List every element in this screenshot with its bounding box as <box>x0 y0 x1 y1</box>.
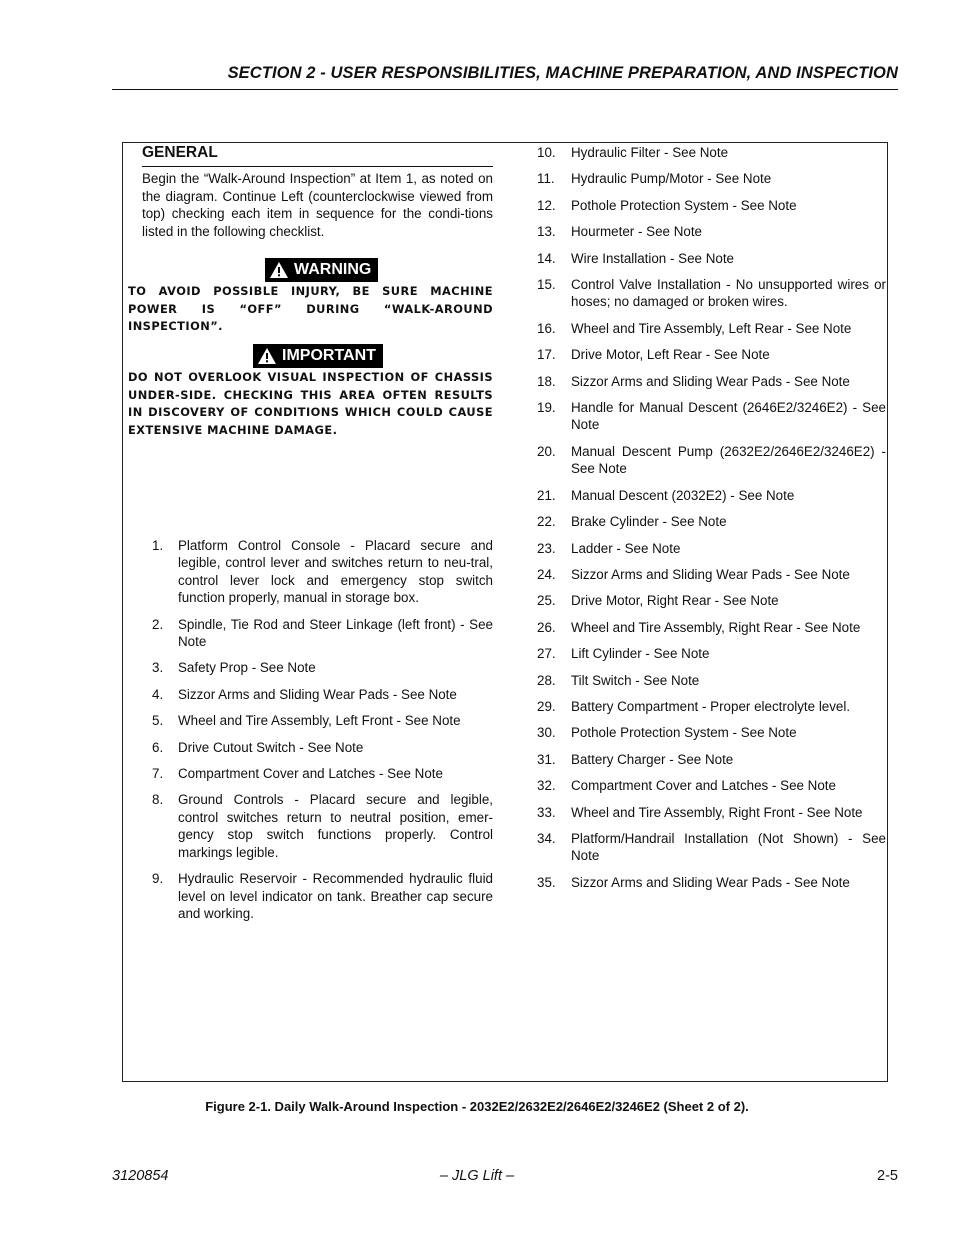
list-item <box>537 777 886 794</box>
item-text: Drive Cutout Switch - See Note <box>178 739 364 755</box>
item-number: 35. <box>537 874 556 890</box>
warning-text: TO AVOID POSSIBLE INJURY, BE SURE MACHINE POWER IS “OFF” DURING “WALK-AROUND INSPECTION”. <box>128 284 493 333</box>
item-text: Battery Charger - See Note <box>571 751 734 767</box>
item-number: 18. <box>537 373 556 389</box>
list-item <box>537 399 886 434</box>
general-heading: GENERAL <box>142 144 493 167</box>
item-number: 17. <box>537 347 556 363</box>
item-number: 23. <box>537 540 556 556</box>
item-number: 33. <box>537 804 556 820</box>
item-text: Drive Motor, Right Rear - See Note <box>571 593 779 609</box>
item-text: Hydraulic Reservoir - Recommended hydraulic fluid level on level indicator on tank. Breather cap secure and working. <box>178 871 493 921</box>
list-item <box>537 698 886 715</box>
item-number: 21. <box>537 487 556 503</box>
checklist-left <box>152 537 493 931</box>
list-item <box>152 686 493 703</box>
warning-triangle-icon <box>270 262 288 278</box>
item-text: Manual Descent Pump (2632E2/2646E2/3246E2) - See Note <box>571 443 886 477</box>
list-item <box>537 874 886 891</box>
item-text: Spindle, Tie Rod and Steer Linkage (left front) - See Note <box>178 616 493 650</box>
item-text: Sizzor Arms and Sliding Wear Pads - See Note <box>178 686 457 702</box>
important-text: DO NOT OVERLOOK VISUAL INSPECTION OF CHASSIS UNDER-SIDE. CHECKING THIS AREA OFTEN RESULTS IN DISCOVERY OF CONDITIONS WHICH COULD CAUSE EXTENSIVE MACHINE DAMAGE. <box>128 370 493 437</box>
item-text: Hydraulic Pump/Motor - See Note <box>571 171 772 187</box>
item-number: 1. <box>152 538 164 553</box>
list-item <box>537 592 886 609</box>
item-text: Sizzor Arms and Sliding Wear Pads - See Note <box>571 874 850 890</box>
footer-publisher: – JLG Lift – <box>439 1168 515 1184</box>
item-number: 26. <box>537 619 556 635</box>
item-number: 12. <box>537 197 556 213</box>
item-text: Wheel and Tire Assembly, Left Rear - See Note <box>571 320 852 336</box>
list-item <box>537 513 886 530</box>
item-text: Handle for Manual Descent (2646E2/3246E2) - See Note <box>571 400 886 433</box>
list-item <box>537 566 886 583</box>
item-text: Drive Motor, Left Rear - See Note <box>571 347 770 363</box>
list-item <box>537 223 886 240</box>
footer-doc-number: 3120854 <box>112 1168 169 1184</box>
item-number: 34. <box>537 830 556 846</box>
item-number: 22. <box>537 514 556 530</box>
item-text: Hydraulic Filter - See Note <box>571 145 729 160</box>
item-number: 6. <box>152 739 164 755</box>
footer-page-number: 2-5 <box>877 1168 898 1184</box>
item-text: Sizzor Arms and Sliding Wear Pads - See Note <box>571 566 850 582</box>
item-text: Compartment Cover and Latches - See Note <box>571 778 836 794</box>
list-item <box>152 870 493 922</box>
item-text: Manual Descent (2032E2) - See Note <box>571 487 795 503</box>
list-item <box>537 751 886 768</box>
item-number: 24. <box>537 566 556 582</box>
item-number: 5. <box>152 713 164 729</box>
list-item <box>537 373 886 390</box>
item-number: 14. <box>537 250 556 266</box>
item-text: Ground Controls - Placard secure and legible, control switches return to neutral position, emer-gency stop switch functions properly. Control markings legible. <box>178 792 493 860</box>
list-item <box>537 619 886 636</box>
item-number: 15. <box>537 277 556 293</box>
list-item <box>537 724 886 741</box>
item-number: 31. <box>537 751 556 767</box>
item-text: Hourmeter - See Note <box>571 224 702 240</box>
item-number: 28. <box>537 672 556 688</box>
item-number: 7. <box>152 766 164 782</box>
list-item <box>152 616 493 651</box>
important-badge <box>253 344 383 368</box>
item-text: Ladder - See Note <box>571 540 681 556</box>
item-text: Control Valve Installation - No unsupported wires or hoses; no damaged or broken wires. <box>571 277 886 310</box>
list-item <box>537 672 886 689</box>
list-item <box>152 537 493 607</box>
item-text: Pothole Protection System - See Note <box>571 725 797 741</box>
item-text: Brake Cylinder - See Note <box>571 514 727 530</box>
list-item <box>537 276 886 311</box>
item-number: 11. <box>537 171 555 187</box>
important-label: IMPORTANT <box>282 347 376 364</box>
item-number: 9. <box>152 871 164 887</box>
item-text: Platform Control Console - Placard secure and legible, control lever and switches return to neu-tral, control lever lock and emergency stop switch function properly, manual in storage box. <box>178 538 493 606</box>
item-number: 19. <box>537 400 556 416</box>
item-text: Sizzor Arms and Sliding Wear Pads - See Note <box>571 373 850 389</box>
item-number: 4. <box>152 686 164 702</box>
list-item <box>537 645 886 662</box>
list-item <box>537 487 886 504</box>
list-item <box>152 712 493 729</box>
item-text: Safety Prop - See Note <box>178 660 316 676</box>
list-item <box>537 804 886 821</box>
important-triangle-icon <box>258 348 276 364</box>
item-text: Pothole Protection System - See Note <box>571 197 797 213</box>
list-item <box>152 739 493 756</box>
item-number: 27. <box>537 646 556 662</box>
item-number: 8. <box>152 792 164 808</box>
checklist-right <box>537 144 886 900</box>
item-number: 10. <box>537 145 556 160</box>
warning-label: WARNING <box>294 261 372 278</box>
item-number: 25. <box>537 593 556 609</box>
item-number: 32. <box>537 778 556 794</box>
item-number: 2. <box>152 616 164 632</box>
list-item <box>152 765 493 782</box>
item-number: 13. <box>537 224 556 240</box>
list-item <box>537 346 886 363</box>
item-text: Wire Installation - See Note <box>571 250 734 266</box>
figure-caption: Figure 2-1. Daily Walk-Around Inspection - 2032E2/2632E2/2646E2/3246E2 (Sheet 2 of 2). <box>205 1099 749 1114</box>
list-item <box>152 659 493 676</box>
item-text: Compartment Cover and Latches - See Note <box>178 766 443 782</box>
item-text: Lift Cylinder - See Note <box>571 646 710 662</box>
item-text: Tilt Switch - See Note <box>571 672 700 688</box>
item-number: 16. <box>537 320 556 336</box>
item-text: Wheel and Tire Assembly, Right Front - See Note <box>571 804 863 820</box>
warning-badge <box>265 258 378 282</box>
item-number: 20. <box>537 443 556 459</box>
list-item <box>537 250 886 267</box>
section-header: SECTION 2 - USER RESPONSIBILITIES, MACHINE PREPARATION, AND INSPECTION <box>227 64 898 82</box>
list-item <box>537 320 886 337</box>
item-text: Wheel and Tire Assembly, Left Front - See Note <box>178 713 461 729</box>
list-item <box>537 144 886 161</box>
list-item <box>537 830 886 865</box>
item-number: 3. <box>152 660 164 676</box>
list-item <box>537 443 886 478</box>
list-item <box>537 197 886 214</box>
list-item <box>537 170 886 187</box>
list-item <box>152 791 493 861</box>
item-text: Battery Compartment - Proper electrolyte level. <box>571 698 851 714</box>
item-text: Wheel and Tire Assembly, Right Rear - See Note <box>571 619 861 635</box>
item-number: 30. <box>537 725 556 741</box>
item-text: Platform/Handrail Installation (Not Shown) - See Note <box>571 830 886 864</box>
list-item <box>537 540 886 557</box>
header-rule <box>112 89 898 90</box>
item-number: 29. <box>537 698 556 714</box>
general-body: Begin the “Walk-Around Inspection” at Item 1, as noted on the diagram. Continue Left (counterclockwise viewed from top) checking each item in sequence for the condi-tions listed in the following checklist. <box>142 171 493 239</box>
